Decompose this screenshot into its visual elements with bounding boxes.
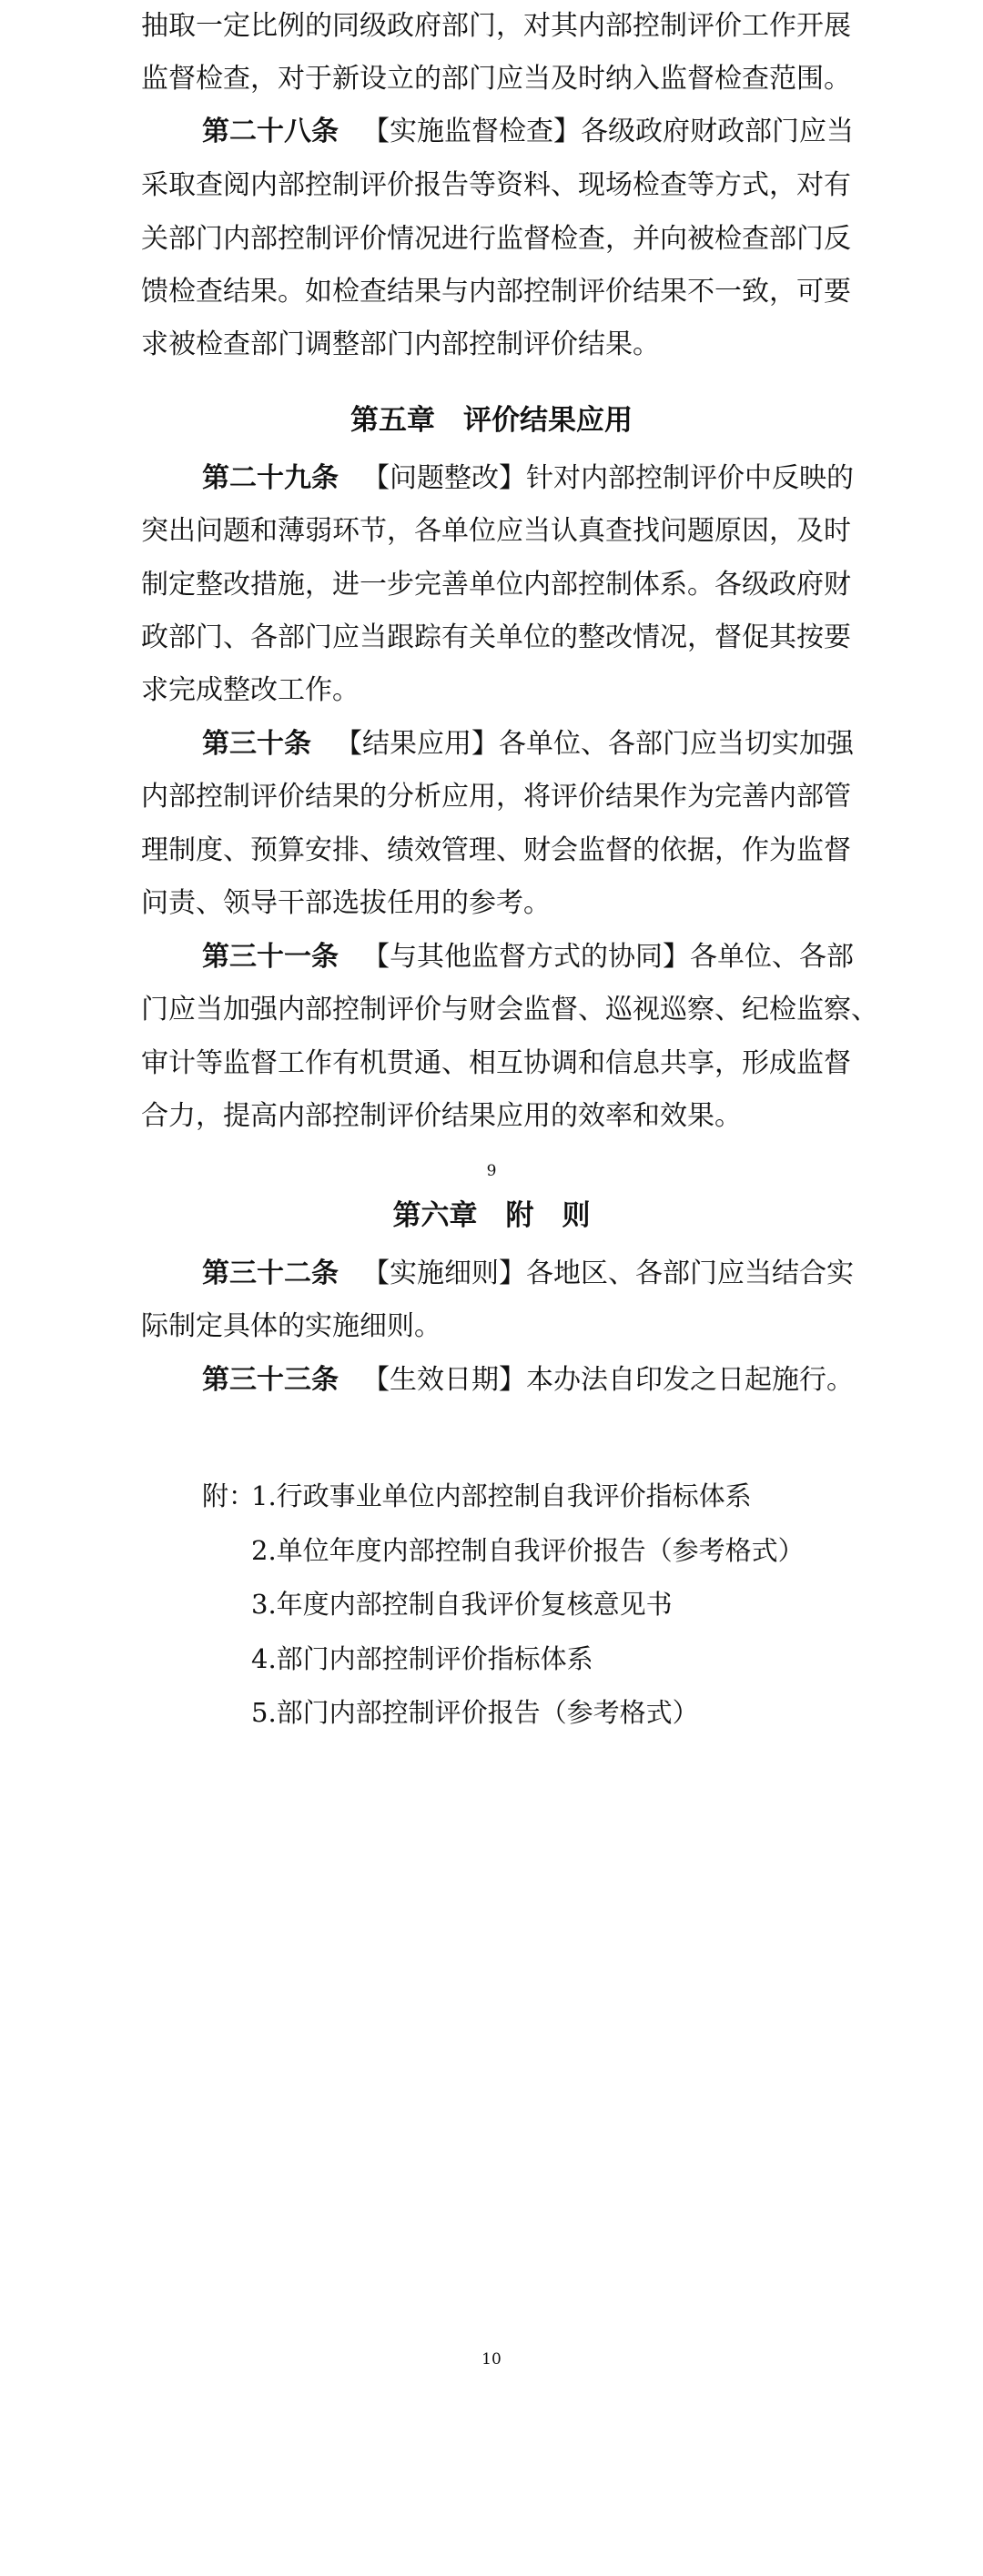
attachment-item: 1.行政事业单位内部控制自我评价指标体系 — [251, 1480, 752, 1511]
paragraph-line: 审计等监督工作有机贯通、相互协调和信息共享，形成监督 — [141, 1047, 851, 1079]
attachment-item: 5.部门内部控制评价报告（参考格式） — [251, 1697, 699, 1728]
paragraph-line: 理制度、预算安排、绩效管理、财会监督的依据，作为监督 — [141, 834, 851, 866]
article-number: 第二十八条 — [202, 116, 339, 147]
attachment-item: 2.单位年度内部控制自我评价报告（参考格式） — [251, 1535, 805, 1566]
paragraph-line: 政部门、各部门应当跟踪有关单位的整改情况，督促其按要 — [141, 621, 851, 653]
article-number: 第三十条 — [202, 728, 311, 760]
article-number: 第三十二条 — [202, 1258, 339, 1289]
paragraph-line: 关部门内部控制评价情况进行监督检查，并向被检查部门反 — [141, 223, 851, 255]
article-number: 第三十三条 — [202, 1364, 339, 1396]
paragraph-line: 监督检查，对于新设立的部门应当及时纳入监督检查范围。 — [141, 63, 851, 95]
paragraph-line: 制定整改措施，进一步完善单位内部控制体系。各级政府财 — [141, 569, 851, 601]
paragraph-line: 求完成整改工作。 — [141, 674, 360, 706]
paragraph-line: 采取查阅内部控制评价报告等资料、现场检查等方式，对有 — [141, 169, 851, 201]
paragraph-line: 突出问题和薄弱环节，各单位应当认真查找问题原因，及时 — [141, 515, 851, 547]
paragraph-line: 际制定具体的实施细则。 — [141, 1310, 441, 1342]
paragraph-line: 门应当加强内部控制评价与财会监督、巡视巡察、纪检监察、 — [141, 994, 878, 1025]
paragraph-text: 【问题整改】针对内部控制评价中反映的 — [362, 462, 854, 494]
paragraph-text: 【结果应用】各单位、各部门应当切实加强 — [335, 728, 854, 760]
article-28-first-line — [202, 116, 854, 147]
chapter-6-heading: 第六章 附 则 — [392, 1199, 591, 1232]
page-number: 9 — [486, 1162, 497, 1180]
attachment-item: 3.年度内部控制自我评价复核意见书 — [251, 1589, 673, 1620]
attachment-item: 4.部门内部控制评价指标体系 — [251, 1643, 593, 1674]
article-number: 第二十九条 — [202, 462, 339, 494]
article-33-first-line — [202, 1364, 854, 1396]
paragraph-line: 抽取一定比例的同级政府部门，对其内部控制评价工作开展 — [141, 10, 851, 42]
article-31-first-line — [202, 941, 854, 973]
paragraph-text: 【与其他监督方式的协同】各单位、各部 — [362, 941, 854, 973]
chapter-5-heading: 第五章 评价结果应用 — [350, 404, 633, 437]
paragraph-text: 【生效日期】本办法自印发之日起施行。 — [362, 1364, 854, 1396]
paragraph-line: 内部控制评价结果的分析应用，将评价结果作为完善内部管 — [141, 781, 851, 813]
paragraph-line: 馈检查结果。如检查结果与内部控制评价结果不一致，可要 — [141, 276, 851, 308]
article-29-first-line — [202, 462, 854, 494]
paragraph-text: 【实施监督检查】各级政府财政部门应当 — [362, 116, 854, 147]
paragraph-line: 求被检查部门调整部门内部控制评价结果。 — [141, 328, 660, 360]
article-number: 第三十一条 — [202, 941, 339, 973]
article-30-first-line — [202, 728, 854, 760]
paragraph-line: 问责、领导干部选拔任用的参考。 — [141, 887, 551, 919]
attachments-label: 附： — [202, 1480, 256, 1511]
page-number: 10 — [481, 2350, 502, 2369]
article-32-first-line — [202, 1258, 854, 1289]
paragraph-text: 【实施细则】各地区、各部门应当结合实 — [362, 1258, 854, 1289]
paragraph-line: 合力，提高内部控制评价结果应用的效率和效果。 — [141, 1100, 742, 1132]
